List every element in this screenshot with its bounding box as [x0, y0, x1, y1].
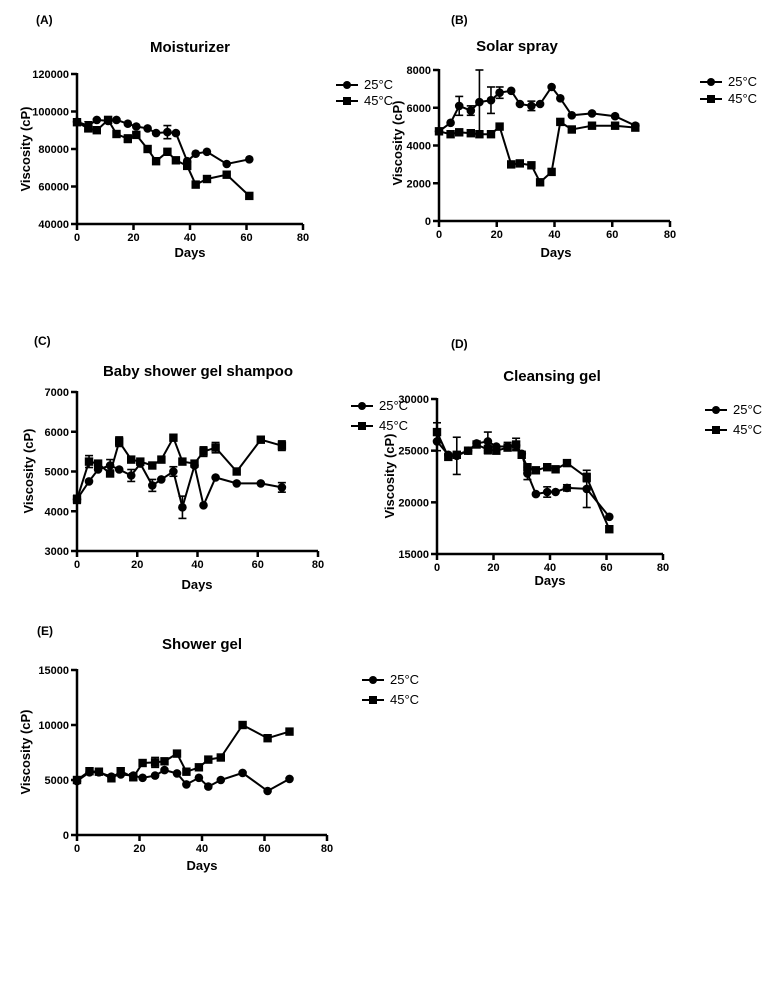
marker-circle: [93, 116, 102, 125]
x-tick-label: 80: [656, 562, 670, 574]
marker-square: [73, 118, 81, 126]
marker-circle: [605, 513, 614, 522]
marker-circle: [148, 481, 157, 490]
plot-area-b: [407, 65, 677, 241]
x-tick-label: 0: [73, 559, 81, 571]
marker-circle: [204, 782, 213, 791]
marker-circle: [222, 160, 231, 169]
marker-square: [233, 467, 241, 475]
x-tick-label: 0: [435, 229, 443, 241]
marker-square: [127, 455, 135, 463]
marker-square: [467, 129, 475, 137]
y-tick-label: 6000: [44, 426, 69, 439]
marker-square: [93, 126, 101, 134]
marker-circle: [475, 98, 484, 107]
marker-circle: [278, 483, 287, 492]
marker-circle: [112, 116, 121, 125]
panel-d: [382, 337, 762, 588]
marker-square: [543, 463, 551, 471]
y-tick-label: 100000: [32, 106, 69, 119]
marker-square: [472, 440, 480, 448]
legend-b: [700, 74, 757, 106]
marker-square: [492, 447, 500, 455]
y-tick-label: 120000: [32, 69, 69, 81]
marker-square: [143, 145, 151, 153]
marker-square: [169, 434, 177, 442]
marker-square: [455, 128, 463, 136]
axis: [77, 73, 303, 224]
marker-square: [203, 175, 211, 183]
marker-square: [611, 122, 619, 130]
marker-square: [518, 451, 526, 459]
x-tick-label: 0: [73, 843, 81, 855]
panel-label-c: (C): [34, 334, 51, 348]
marker-square: [523, 463, 531, 471]
marker-square: [160, 757, 168, 765]
x-tick-label: 80: [311, 559, 325, 571]
legend-circle-marker: [369, 676, 377, 684]
panel-title-b: Solar spray: [476, 38, 558, 55]
marker-circle: [527, 102, 536, 111]
legend-circle-marker: [358, 402, 366, 410]
x-tick-label: 20: [133, 843, 146, 855]
marker-circle: [127, 471, 136, 480]
marker-circle: [547, 83, 556, 92]
marker-circle: [611, 112, 620, 121]
marker-circle: [217, 776, 226, 785]
y-axis-label-d: Viscosity (cP): [382, 433, 397, 519]
marker-circle: [495, 88, 504, 97]
marker-square: [148, 461, 156, 469]
marker-circle: [487, 96, 496, 105]
marker-square: [547, 168, 555, 176]
marker-circle: [182, 780, 191, 789]
marker-square: [192, 180, 200, 188]
x-tick-label: 60: [251, 559, 264, 571]
marker-square: [503, 443, 511, 451]
marker-square: [536, 178, 544, 186]
marker-circle: [285, 775, 294, 784]
marker-circle: [516, 100, 525, 109]
marker-circle: [173, 769, 182, 778]
panel-c: [21, 334, 408, 592]
panel-title-c: Baby shower gel shampoo: [102, 363, 294, 380]
y-tick-label: 15000: [398, 549, 429, 561]
marker-square: [107, 774, 115, 782]
plot-area-e: [38, 665, 333, 855]
marker-circle: [211, 473, 220, 482]
marker-square: [124, 135, 132, 143]
axis: [77, 669, 327, 835]
marker-circle: [115, 465, 124, 474]
legend-label-45c: 45°C: [733, 422, 763, 437]
marker-square: [487, 130, 495, 138]
marker-circle: [85, 477, 94, 486]
marker-circle: [257, 479, 266, 488]
marker-square: [583, 473, 591, 481]
legend-label-25c: 25°C: [728, 74, 758, 89]
x-tick-label: 60: [600, 562, 613, 574]
marker-square: [568, 125, 576, 133]
marker-circle: [157, 475, 166, 484]
series-line-45°C: [77, 120, 249, 196]
marker-circle: [178, 503, 187, 512]
series-line-25°C: [77, 120, 249, 164]
y-tick-label: 10000: [38, 720, 69, 732]
marker-square: [204, 755, 212, 763]
marker-square: [444, 453, 452, 461]
marker-square: [115, 438, 123, 446]
y-tick-label: 40000: [38, 219, 69, 231]
legend-circle-marker: [707, 78, 715, 86]
marker-square: [163, 148, 171, 156]
marker-circle: [124, 119, 133, 128]
marker-square: [106, 469, 114, 477]
x-tick-label: 40: [195, 843, 209, 855]
marker-square: [136, 457, 144, 465]
y-tick-label: 30000: [398, 394, 429, 406]
legend-square-marker: [343, 97, 351, 105]
marker-square: [199, 447, 207, 455]
marker-circle: [143, 124, 152, 133]
x-tick-label: 80: [296, 232, 310, 244]
marker-circle: [467, 106, 476, 115]
panel-title-a: Moisturizer: [149, 39, 231, 56]
marker-circle: [484, 437, 493, 446]
y-axis-label-e: Viscosity (cP): [18, 709, 33, 795]
x-tick-label: 20: [490, 229, 503, 241]
legend-label-25c: 25°C: [733, 402, 763, 417]
y-axis-label-a: Viscosity (cP): [18, 106, 33, 192]
marker-circle: [132, 122, 141, 131]
marker-square: [257, 436, 265, 444]
marker-square: [507, 160, 515, 168]
x-axis-label-e: Days: [186, 858, 218, 873]
panel-b: [390, 13, 757, 260]
y-tick-label: 2000: [406, 178, 431, 191]
marker-circle: [446, 119, 455, 128]
marker-square: [178, 457, 186, 465]
marker-circle: [556, 94, 565, 103]
x-tick-label: 20: [131, 559, 144, 571]
legend-e: [362, 672, 419, 707]
x-tick-label: 40: [191, 559, 204, 571]
marker-square: [433, 428, 441, 436]
legend-circle-marker: [343, 81, 351, 89]
marker-circle: [245, 155, 254, 164]
legend-square-marker: [369, 696, 377, 704]
y-tick-label: 60000: [38, 181, 69, 194]
marker-square: [73, 776, 81, 784]
marker-square: [85, 457, 93, 465]
marker-square: [516, 159, 524, 167]
marker-square: [223, 171, 231, 179]
y-tick-label: 7000: [44, 387, 69, 399]
marker-square: [95, 768, 103, 776]
marker-square: [195, 763, 203, 771]
marker-square: [453, 451, 461, 459]
marker-square: [73, 495, 81, 503]
marker-square: [117, 767, 125, 775]
panel-label-d: (D): [451, 337, 468, 351]
panel-e: [18, 624, 419, 873]
x-tick-label: 60: [258, 843, 271, 855]
legend-a: [336, 77, 393, 108]
y-tick-label: 25000: [398, 445, 429, 458]
marker-square: [190, 459, 198, 467]
y-tick-label: 5000: [44, 466, 69, 479]
marker-circle: [507, 87, 516, 96]
legend-d: [705, 402, 762, 437]
marker-square: [495, 122, 503, 130]
marker-circle: [232, 479, 241, 488]
y-tick-label: 6000: [406, 102, 431, 115]
marker-square: [173, 749, 181, 757]
panel-a: [18, 13, 393, 260]
y-tick-label: 4000: [44, 506, 69, 519]
marker-square: [172, 156, 180, 164]
marker-square: [527, 161, 535, 169]
legend-label-25c: 25°C: [379, 398, 409, 413]
plot-area-a: [32, 69, 309, 244]
y-tick-label: 5000: [44, 775, 69, 787]
panel-label-a: (A): [36, 13, 53, 27]
marker-circle: [151, 771, 160, 780]
legend-square-marker: [712, 426, 720, 434]
marker-circle: [551, 488, 560, 497]
x-axis-label-c: Days: [181, 577, 213, 592]
y-tick-label: 4000: [406, 140, 431, 153]
x-tick-label: 20: [487, 562, 500, 574]
x-tick-label: 40: [543, 562, 557, 574]
panel-label-e: (E): [37, 624, 53, 638]
x-tick-label: 40: [548, 229, 561, 241]
y-axis-label-b: Viscosity (cP): [390, 100, 405, 186]
marker-circle: [195, 774, 204, 783]
marker-circle: [160, 766, 169, 775]
marker-square: [263, 734, 271, 742]
marker-square: [563, 459, 571, 467]
marker-square: [435, 127, 443, 135]
marker-circle: [536, 100, 545, 109]
y-tick-label: 20000: [398, 497, 429, 510]
legend-label-45c: 45°C: [364, 93, 394, 108]
marker-square: [512, 440, 520, 448]
marker-square: [446, 130, 454, 138]
marker-circle: [172, 129, 181, 138]
legend-label-25c: 25°C: [364, 77, 394, 92]
marker-square: [551, 465, 559, 473]
y-tick-label: 0: [424, 216, 431, 228]
y-tick-label: 15000: [38, 665, 69, 677]
marker-square: [182, 768, 190, 776]
legend-circle-marker: [712, 406, 720, 414]
marker-square: [84, 124, 92, 132]
marker-circle: [191, 149, 200, 158]
marker-circle: [588, 109, 597, 118]
legend-square-marker: [358, 422, 366, 430]
marker-square: [285, 727, 293, 735]
marker-square: [104, 116, 112, 124]
plot-area-d: [398, 394, 669, 574]
marker-square: [631, 123, 639, 131]
marker-circle: [563, 484, 572, 493]
marker-square: [588, 122, 596, 130]
marker-circle: [163, 128, 172, 137]
marker-square: [238, 721, 246, 729]
marker-circle: [263, 787, 272, 796]
y-tick-label: 80000: [38, 144, 69, 156]
marker-square: [129, 773, 137, 781]
x-axis-label-b: Days: [540, 245, 572, 260]
x-tick-label: 60: [606, 229, 619, 241]
marker-square: [138, 759, 146, 767]
marker-circle: [238, 769, 247, 778]
panel-title-e: Shower gel: [161, 636, 243, 653]
x-axis-label-a: Days: [174, 245, 206, 260]
marker-square: [278, 442, 286, 450]
marker-circle: [568, 111, 577, 120]
x-tick-label: 60: [240, 232, 253, 244]
marker-square: [556, 118, 564, 126]
x-axis-label-d: Days: [534, 573, 566, 588]
plot-area-c: [45, 387, 325, 571]
marker-circle: [199, 501, 208, 510]
x-tick-label: 80: [320, 843, 334, 855]
legend-label-25c: 25°C: [390, 672, 420, 687]
marker-square: [475, 130, 483, 138]
marker-square: [484, 445, 492, 453]
marker-square: [94, 459, 102, 467]
marker-circle: [532, 490, 541, 499]
marker-square: [151, 758, 159, 766]
marker-circle: [543, 488, 552, 497]
x-tick-label: 0: [433, 562, 441, 574]
panel-title-d: Cleansing gel: [503, 368, 601, 385]
legend-label-45c: 45°C: [379, 418, 409, 433]
marker-square: [157, 455, 165, 463]
marker-circle: [169, 467, 178, 476]
marker-square: [605, 525, 613, 533]
legend-label-45c: 45°C: [728, 91, 758, 106]
marker-square: [245, 192, 253, 200]
x-tick-label: 80: [663, 229, 677, 241]
marker-square: [152, 157, 160, 165]
x-tick-label: 20: [127, 232, 140, 244]
x-tick-label: 40: [183, 232, 197, 244]
y-tick-label: 0: [62, 830, 69, 842]
y-tick-label: 8000: [406, 65, 431, 77]
legend-label-45c: 45°C: [390, 692, 420, 707]
x-tick-label: 0: [73, 232, 81, 244]
legend-square-marker: [707, 95, 715, 103]
marker-square: [112, 130, 120, 138]
panel-label-b: (B): [451, 13, 468, 27]
marker-square: [532, 466, 540, 474]
marker-circle: [138, 774, 147, 783]
y-tick-label: 3000: [44, 546, 69, 558]
axis: [437, 398, 663, 554]
marker-square: [217, 753, 225, 761]
y-axis-label-c: Viscosity (cP): [21, 428, 36, 514]
marker-square: [85, 767, 93, 775]
marker-square: [183, 162, 191, 170]
marker-circle: [203, 148, 212, 157]
marker-circle: [455, 102, 464, 111]
marker-square: [211, 443, 219, 451]
marker-circle: [152, 129, 161, 138]
marker-square: [464, 447, 472, 455]
marker-square: [132, 131, 140, 139]
